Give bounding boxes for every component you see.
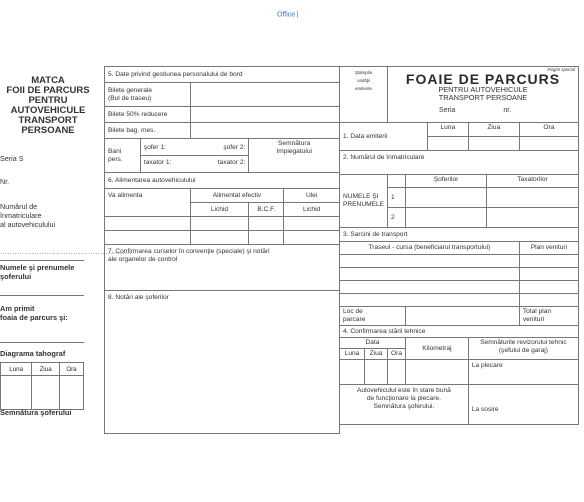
va-alimenta-label: Va alimenta bbox=[105, 189, 191, 217]
sofer-taxator-cell[interactable] bbox=[140, 139, 248, 173]
kilometraj-value[interactable] bbox=[406, 360, 469, 385]
traseu-cell[interactable] bbox=[340, 281, 520, 294]
taxator2-label: taxator 2: bbox=[217, 159, 246, 166]
row-num-spacer bbox=[388, 175, 406, 188]
data-emiterii-ora: Ora bbox=[519, 123, 578, 137]
stare-cell[interactable] bbox=[388, 360, 406, 385]
stampila-label: Ştampila unităţii emitente bbox=[340, 67, 388, 123]
traseu-cell[interactable] bbox=[340, 294, 520, 307]
autovehicul-stare-text: Autovehiculul este în stare bună de funcţionare la plecare. Semnătura şoferului. bbox=[340, 385, 469, 425]
stub-dots: ...................................................... bbox=[0, 249, 133, 256]
lichid-label: Lichid bbox=[190, 203, 249, 217]
stub-nr: Nr. bbox=[0, 177, 10, 186]
bani-pers-label: Bani pers. bbox=[105, 139, 141, 173]
soferilor-header: Şoferilor bbox=[406, 175, 487, 188]
bcf-label: B.C.F. bbox=[249, 203, 284, 217]
data-emiterii-ziua: Ziua bbox=[468, 123, 519, 137]
stub-divider bbox=[0, 260, 84, 261]
section-3-title: 3. Sarcini de transport bbox=[340, 228, 579, 242]
venituri-cell[interactable] bbox=[519, 294, 578, 307]
stub-seria: Seria S bbox=[0, 154, 24, 163]
alimentare-cell[interactable] bbox=[190, 231, 249, 245]
taxatorilor-header: Taxatorilor bbox=[487, 175, 579, 188]
stub-am-primit: Am primit foaia de parcurs şi: bbox=[0, 304, 68, 322]
title-block bbox=[388, 67, 579, 123]
kilometraj-label: Kilometraj bbox=[406, 338, 469, 360]
taxator1-label: taxator 1: bbox=[143, 159, 172, 166]
traseu-cell[interactable] bbox=[340, 268, 520, 281]
stub-numar-inmatriculare: Numărul de înmatriculare al autovehiculului bbox=[0, 202, 56, 229]
bilete-generale-value[interactable] bbox=[190, 83, 339, 107]
sofer-2-name[interactable] bbox=[406, 208, 487, 228]
stub-semnatura-sofer: Semnătura şoferului bbox=[0, 408, 72, 417]
venituri-cell[interactable] bbox=[519, 281, 578, 294]
section-5-title: 5. Date privind gestiunea personalului de bord bbox=[105, 67, 340, 83]
alimentare-cell[interactable] bbox=[105, 217, 191, 231]
ulei-label: Ulei bbox=[284, 189, 340, 203]
data-emiterii-cell[interactable] bbox=[427, 137, 468, 151]
la-plecare-label: La plecare bbox=[468, 360, 578, 385]
la-sosire-label: La sosire bbox=[468, 385, 578, 425]
alimentare-cell[interactable] bbox=[249, 231, 284, 245]
mid-section bbox=[104, 66, 340, 434]
stub-diagrama-tahograf: Diagrama tahograf bbox=[0, 349, 66, 358]
taxator-1-name[interactable] bbox=[487, 188, 579, 208]
nr-label: nr. bbox=[503, 107, 512, 114]
section-2-title: 2. Numărul de înmatriculare bbox=[340, 151, 579, 175]
section-1-title: 1. Data emiterii bbox=[340, 123, 428, 151]
stub-nume-sofer: Numele şi prenumele şoferului bbox=[0, 263, 75, 281]
section-6-title: 6. Alimentarea autovehiculului bbox=[105, 173, 340, 189]
alimentare-cell[interactable] bbox=[284, 217, 340, 231]
alimentare-cell[interactable] bbox=[249, 217, 284, 231]
tg-col-ziua: Ziua bbox=[32, 363, 60, 376]
sofer1-label: şofer 1: bbox=[143, 144, 166, 151]
regim-special-label: Regim special bbox=[547, 67, 575, 72]
stare-cell[interactable] bbox=[364, 360, 387, 385]
tg-col-ora: Ora bbox=[59, 363, 83, 376]
loc-parcare-label: Loc de parcare bbox=[340, 307, 406, 326]
stare-ora: Ora bbox=[388, 349, 406, 360]
traseu-cell[interactable] bbox=[340, 255, 520, 268]
data-label: Data bbox=[340, 338, 406, 349]
sofer-1-name[interactable] bbox=[406, 188, 487, 208]
bilete-50-value[interactable] bbox=[190, 107, 339, 123]
venituri-cell[interactable] bbox=[519, 268, 578, 281]
bilete-bag-value[interactable] bbox=[190, 123, 339, 139]
tg-col-luna: Luna bbox=[1, 363, 32, 376]
numele-prenumele-label: NUMELE ŞI PRENUMELE bbox=[340, 175, 388, 228]
stub-title: MATCA FOII DE PARCURS PENTRU AUTOVEHICULE TRANSPORT PERSOANE bbox=[6, 75, 90, 136]
alimentare-cell[interactable] bbox=[284, 231, 340, 245]
traseu-header: Traseul - cursa (beneficiarul transportului) bbox=[340, 242, 520, 255]
section-4-title: 4. Confirmarea stării tehnice bbox=[340, 326, 579, 338]
seria-label: Seria bbox=[439, 107, 456, 114]
tg-cell[interactable] bbox=[32, 376, 60, 410]
right-section bbox=[339, 66, 579, 425]
ulei-lichid-label: Lichid bbox=[284, 203, 340, 217]
stub-divider bbox=[0, 295, 84, 296]
loc-parcare-value[interactable] bbox=[406, 307, 520, 326]
form-subtitle: PENTRU AUTOVEHICULE TRANSPORT PERSOANE bbox=[438, 85, 528, 102]
row-num: 2 bbox=[388, 208, 406, 228]
section-8[interactable]: 8. Notări ale şoferilor bbox=[105, 291, 340, 434]
section-7[interactable]: 7. Confirmarea curselor în convenţie (speciale) şi notări ale organelor de control bbox=[105, 245, 340, 291]
alimentare-cell[interactable] bbox=[105, 231, 191, 245]
bilete-generale-label: Bilete generale (Bul de traseu) bbox=[105, 83, 191, 107]
tg-cell[interactable] bbox=[59, 376, 83, 410]
plan-venituri-header: Plan venituri bbox=[519, 242, 578, 255]
stare-cell[interactable] bbox=[340, 360, 365, 385]
office-label: Office bbox=[277, 11, 298, 18]
tg-cell[interactable] bbox=[1, 376, 32, 410]
alimentare-cell[interactable] bbox=[190, 217, 249, 231]
semnatura-impiegat-label: Semnătura împiegatului bbox=[249, 139, 340, 173]
bilete-50-label: Bilete 50% reducere bbox=[105, 107, 191, 123]
stub-divider bbox=[0, 342, 84, 343]
stare-ziua: Ziua bbox=[364, 349, 387, 360]
taxator-2-name[interactable] bbox=[487, 208, 579, 228]
semnaturile-revizor-label: Semnăturile revizorului tehnic (şefului de garaj) bbox=[468, 338, 578, 360]
sofer2-label: şofer 2: bbox=[223, 144, 246, 151]
data-emiterii-cell[interactable] bbox=[519, 137, 578, 151]
form-title: FOAIE DE PARCURS bbox=[405, 71, 561, 87]
row-num: 1 bbox=[388, 188, 406, 208]
total-plan-label: Total plan venituri bbox=[519, 307, 578, 326]
alimentat-efectiv-label: Alimentat efectiv bbox=[190, 189, 284, 203]
bilete-bag-label: Bilete bag. mes. bbox=[105, 123, 191, 139]
tahograf-table bbox=[0, 362, 84, 410]
venituri-cell[interactable] bbox=[519, 255, 578, 268]
data-emiterii-luna: Luna bbox=[427, 123, 468, 137]
data-emiterii-cell[interactable] bbox=[468, 137, 519, 151]
stare-luna: Luna bbox=[340, 349, 365, 360]
